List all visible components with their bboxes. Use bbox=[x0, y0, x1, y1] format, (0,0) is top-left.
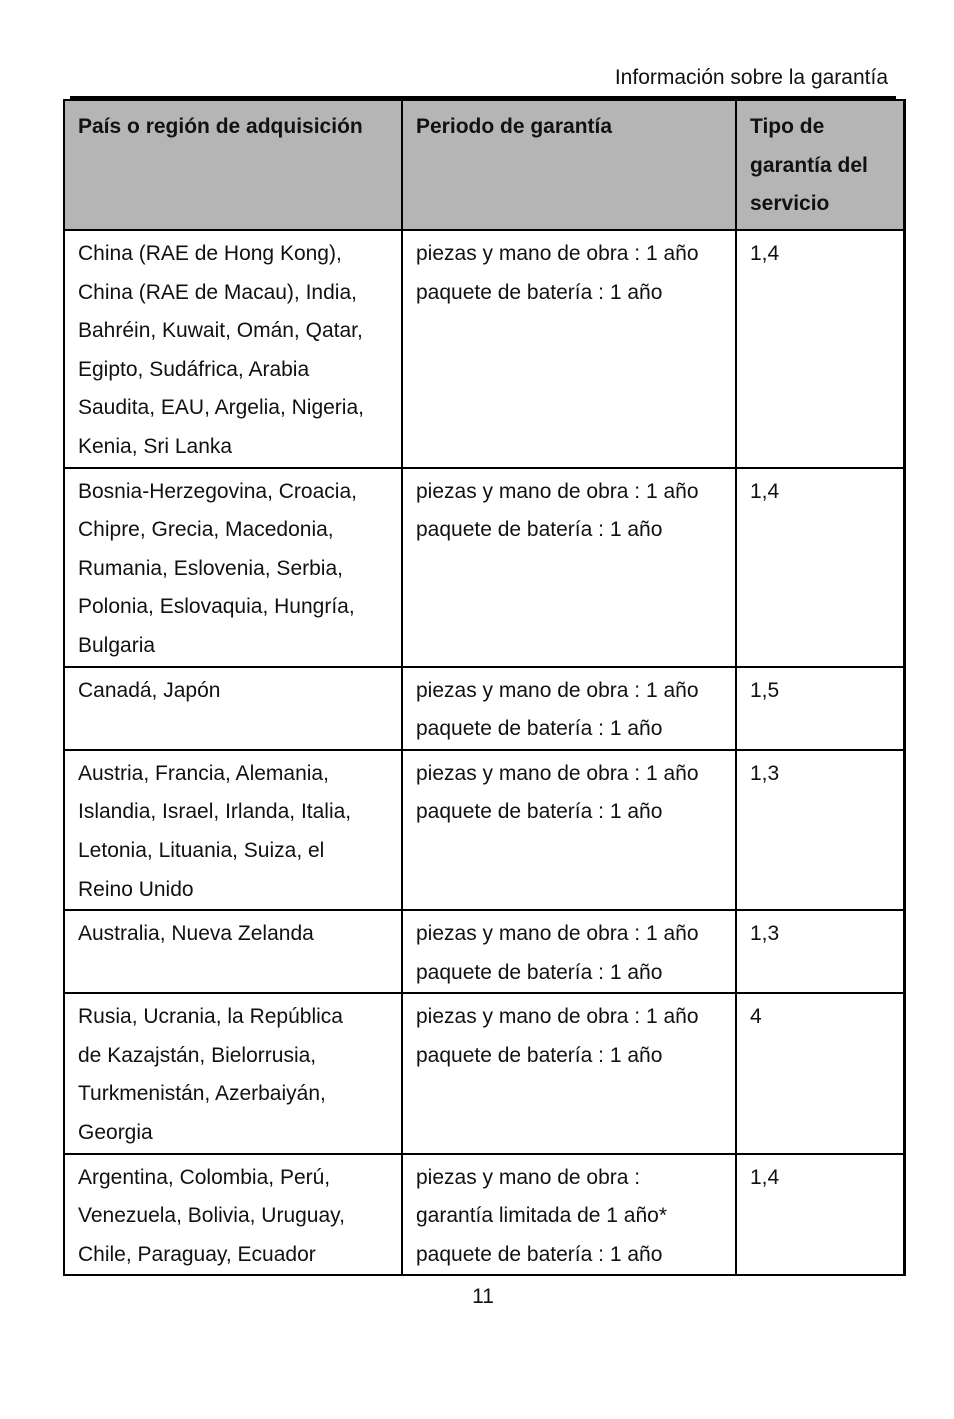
column-header-service-type-line: servicio bbox=[750, 192, 830, 216]
cell-warranty-period-line: piezas y mano de obra : 1 año bbox=[416, 242, 699, 265]
cell-warranty-period-line: paquete de batería : 1 año bbox=[416, 960, 663, 984]
cell-country-line: Venezuela, Bolivia, Uruguay, bbox=[78, 1204, 345, 1228]
cell-country-line: Saudita, EAU, Argelia, Nigeria, bbox=[78, 396, 364, 420]
table-body bbox=[64, 230, 904, 1275]
cell-country-line: Argentina, Colombia, Perú, bbox=[78, 1165, 331, 1189]
column-header-country: País o región de adquisición bbox=[64, 100, 402, 230]
table-row bbox=[64, 750, 904, 910]
cell-warranty-period-line: paquete de batería : 1 año bbox=[416, 1242, 663, 1266]
cell-warranty-period-line: piezas y mano de obra : 1 año bbox=[416, 678, 699, 702]
cell-warranty-period bbox=[402, 1154, 736, 1276]
cell-warranty-period bbox=[402, 468, 736, 667]
table-header-row bbox=[64, 100, 904, 230]
cell-country-line: Bosnia-Herzegovina, Croacia, bbox=[78, 479, 357, 503]
cell-country-line: Egipto, Sudáfrica, Arabia bbox=[78, 357, 310, 381]
table-row bbox=[64, 667, 904, 750]
cell-country-line: Islandia, Israel, Irlanda, Italia, bbox=[78, 800, 352, 824]
cell-service-type-value: 1,3 bbox=[750, 922, 780, 946]
cell-service-type-value: 1,5 bbox=[750, 678, 780, 702]
cell-country-line: Kenia, Sri Lanka bbox=[78, 434, 233, 458]
running-header: Información sobre la garantía bbox=[614, 66, 888, 89]
cell-warranty-period-line: paquete de batería : 1 año bbox=[416, 717, 663, 741]
cell-service-type-value: 1,4 bbox=[750, 479, 780, 503]
cell-warranty-period-line: paquete de batería : 1 año bbox=[416, 518, 663, 542]
cell-country-line: Austria, Francia, Alemania, bbox=[78, 761, 329, 785]
cell-country-line: Georgia bbox=[78, 1121, 153, 1145]
cell-service-type-value: 1,4 bbox=[750, 1165, 780, 1189]
cell-warranty-period-line: piezas y mano de obra : 1 año bbox=[416, 479, 699, 503]
cell-country bbox=[64, 230, 402, 468]
cell-country bbox=[64, 667, 402, 750]
cell-country bbox=[64, 910, 402, 993]
warranty-table bbox=[63, 99, 906, 1276]
cell-country-line: Polonia, Eslovaquia, Hungría, bbox=[78, 595, 355, 619]
cell-country-line: Turkmenistán, Azerbaiyán, bbox=[78, 1082, 326, 1106]
cell-country-line: Reino Unido bbox=[78, 877, 194, 901]
column-header-period: Periodo de garantía bbox=[402, 100, 736, 230]
cell-service-type bbox=[736, 750, 904, 910]
cell-service-type bbox=[736, 230, 904, 468]
cell-country-line: China (RAE de Macau), India, bbox=[78, 280, 357, 304]
cell-country-line: Bulgaria bbox=[78, 633, 156, 657]
column-header-service-type-line: garantía del bbox=[750, 153, 868, 177]
cell-warranty-period-line: garantía limitada de 1 año* bbox=[416, 1204, 668, 1228]
cell-country-line: de Kazajstán, Bielorrusia, bbox=[78, 1043, 317, 1067]
table-row bbox=[64, 468, 904, 667]
cell-country-line: Rusia, Ucrania, la República bbox=[78, 1005, 343, 1029]
cell-country-line: Letonia, Lituania, Suiza, el bbox=[78, 838, 325, 862]
cell-country-line: Chile, Paraguay, Ecuador bbox=[78, 1242, 316, 1266]
cell-warranty-period-line: piezas y mano de obra : 1 año bbox=[416, 922, 699, 946]
cell-country-line: Bahréin, Kuwait, Omán, Qatar, bbox=[78, 319, 363, 343]
cell-country-line: China (RAE de Hong Kong), bbox=[78, 242, 342, 265]
cell-country-line: Chipre, Grecia, Macedonia, bbox=[78, 518, 334, 542]
cell-country-line: Canadá, Japón bbox=[78, 678, 221, 702]
cell-country-line: Rumania, Eslovenia, Serbia, bbox=[78, 556, 343, 580]
cell-service-type bbox=[736, 667, 904, 750]
cell-service-type-value: 1,4 bbox=[750, 242, 780, 265]
cell-country bbox=[64, 750, 402, 910]
cell-warranty-period bbox=[402, 667, 736, 750]
cell-service-type bbox=[736, 468, 904, 667]
column-header-service-type-line: Tipo de bbox=[750, 115, 825, 138]
cell-service-type-value: 4 bbox=[750, 1005, 762, 1029]
cell-warranty-period bbox=[402, 910, 736, 993]
page-number: 11 bbox=[472, 1285, 494, 1308]
column-header-service-type bbox=[736, 100, 904, 230]
cell-country-line: Australia, Nueva Zelanda bbox=[78, 922, 314, 946]
cell-service-type bbox=[736, 1154, 904, 1276]
cell-service-type bbox=[736, 910, 904, 993]
cell-warranty-period-line: piezas y mano de obra : bbox=[416, 1165, 641, 1189]
table-row bbox=[64, 910, 904, 993]
table-row bbox=[64, 230, 904, 468]
table-row bbox=[64, 993, 904, 1153]
cell-warranty-period-line: paquete de batería : 1 año bbox=[416, 1043, 663, 1067]
cell-service-type bbox=[736, 993, 904, 1153]
cell-service-type-value: 1,3 bbox=[750, 761, 780, 785]
cell-country bbox=[64, 1154, 402, 1276]
cell-country bbox=[64, 468, 402, 667]
cell-warranty-period-line: paquete de batería : 1 año bbox=[416, 800, 663, 824]
cell-warranty-period bbox=[402, 750, 736, 910]
cell-warranty-period bbox=[402, 230, 736, 468]
cell-warranty-period-line: paquete de batería : 1 año bbox=[416, 280, 663, 304]
cell-warranty-period-line: piezas y mano de obra : 1 año bbox=[416, 1005, 699, 1029]
table-row bbox=[64, 1154, 904, 1276]
cell-country bbox=[64, 993, 402, 1153]
cell-warranty-period-line: piezas y mano de obra : 1 año bbox=[416, 761, 699, 785]
cell-warranty-period bbox=[402, 993, 736, 1153]
